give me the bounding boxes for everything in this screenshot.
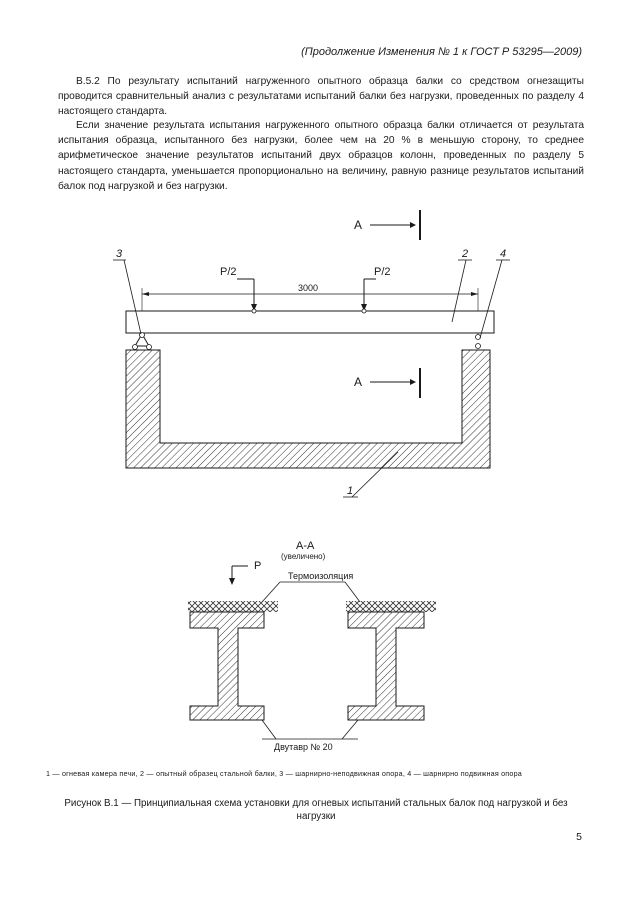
page-header: (Продолжение Изменения № 1 к ГОСТ Р 53295—2009) xyxy=(301,46,582,58)
insulation-callout xyxy=(262,571,360,602)
span-label: 3000 xyxy=(298,283,319,293)
insulation-right xyxy=(346,601,436,612)
page-number: 5 xyxy=(576,831,582,843)
insulation-label: Термоизоляция xyxy=(288,571,354,581)
furnace-chamber xyxy=(126,350,490,468)
i-beam-left xyxy=(190,612,264,720)
beam-specimen xyxy=(126,311,494,333)
beam-callout xyxy=(262,720,358,752)
paragraph-b52-text: В.5.2 По результату испытаний нагруженного опытного образца балки со средством огнезащиты проводится сравнительный анализ с результатами испытаний балки без нагрузки, проведенных по разделу 4 настоящего стандарта. xyxy=(58,76,584,118)
section-label-top: А xyxy=(354,218,363,232)
load-right-label: Р/2 xyxy=(374,266,391,278)
section-label-bottom: А xyxy=(354,375,363,389)
section-title: А-А xyxy=(296,540,315,552)
insulation-left xyxy=(188,601,278,612)
figure-caption: Рисунок В.1 — Принципиальная схема установки для огневых испытаний стальных балок под нагрузкой и без нагрузки xyxy=(64,798,568,822)
callout-4-label: 4 xyxy=(500,248,507,260)
section-subtitle: (увеличено) xyxy=(281,552,326,561)
load-arrow-p xyxy=(229,560,261,585)
movable-hinge-support xyxy=(476,335,481,349)
section-marker-bottom xyxy=(354,368,420,398)
load-arrow-left xyxy=(220,266,257,311)
load-p-label: Р xyxy=(254,560,262,572)
paragraph-deviation-text: Если значение результата испытания нагруженного опытного образца балки отличается от результата испытания образца, испытанного без нагрузки, более чем на 20 % в меньшую сторону, то среднее арифметическое значение результатов испытаний двух образцов колонн, проведенных по разделу 5 настоящего стандарта, уменьшается пропорционально на величину, равную разнице результатов испытаний балок под нагрузкой и без нагрузки. xyxy=(58,120,584,192)
i-beam-right xyxy=(348,612,424,720)
figure-legend: 1 — огневая камера печи, 2 — опытный образец стальной балки, 3 — шарнирно-неподвижная опора, 4 — шарнирно подвижная опора xyxy=(46,769,522,778)
callout-1-label: 1 xyxy=(347,485,354,497)
load-arrow-right xyxy=(361,266,391,311)
callout-2-label: 2 xyxy=(462,248,469,260)
section-marker-top xyxy=(354,210,420,240)
beam-label: Двутавр № 20 xyxy=(274,742,333,752)
callout-3-label: 3 xyxy=(116,248,123,260)
fixed-hinge-support xyxy=(133,333,152,350)
load-left-label: Р/2 xyxy=(220,266,237,278)
